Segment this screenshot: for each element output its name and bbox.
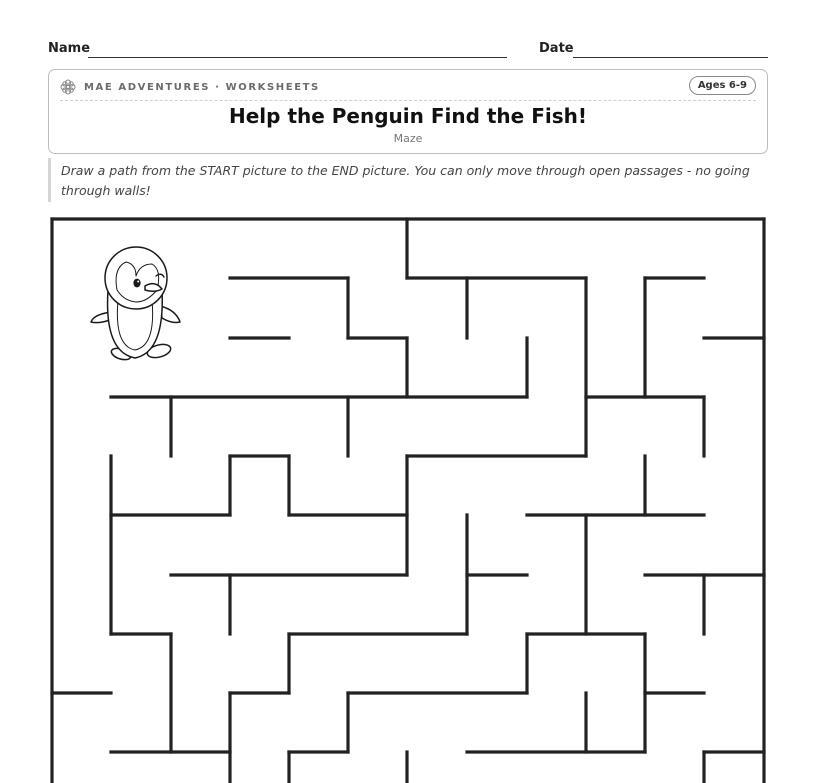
worksheet-header xyxy=(48,69,768,154)
worksheet-subtitle: Maze xyxy=(393,132,423,145)
penguin-start-picture xyxy=(91,247,180,362)
header-divider xyxy=(60,100,756,101)
maze xyxy=(46,213,770,783)
instructions: Draw a path from the START picture to the END picture. You can only move through open passages - no going through walls! xyxy=(48,158,768,202)
name-line[interactable] xyxy=(88,57,507,58)
date-line[interactable] xyxy=(573,57,768,58)
brand-text: MAE ADVENTURES · WORKSHEETS xyxy=(84,81,320,93)
brand xyxy=(60,79,320,95)
name-label: Name xyxy=(48,41,91,56)
flower-icon xyxy=(60,79,76,95)
name-date-row xyxy=(48,40,768,62)
age-badge: Ages 6-9 xyxy=(689,76,756,95)
date-label: Date xyxy=(539,41,574,56)
worksheet-title: Help the Penguin Find the Fish! xyxy=(229,104,587,128)
